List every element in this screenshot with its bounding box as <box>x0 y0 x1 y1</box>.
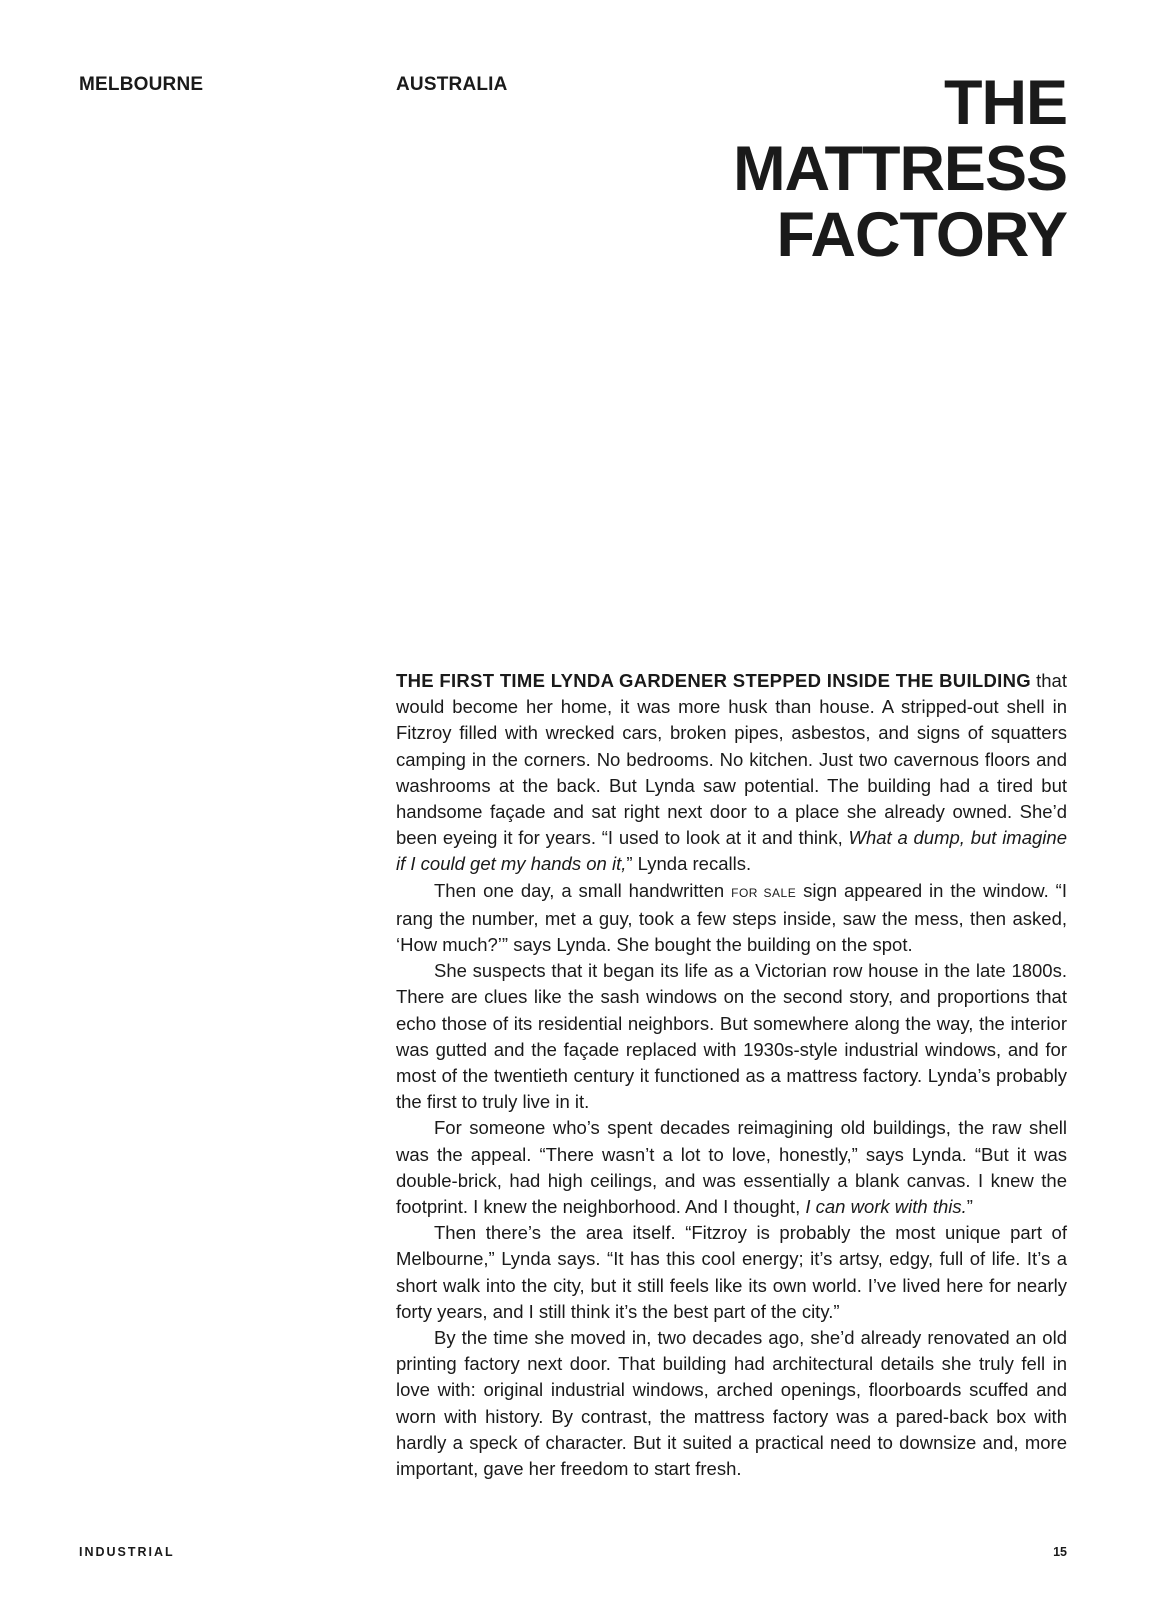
paragraph-2-start: Then one day, a small handwritten <box>434 879 732 901</box>
paragraph-1-end: ” Lynda recalls. <box>626 853 752 875</box>
article-title <box>733 70 1067 268</box>
lead-in: THE FIRST TIME LYNDA GARDENER STEPPED INSIDE THE BUILDING <box>396 670 1031 691</box>
paragraph-4-italic: I can work with this. <box>805 1196 967 1218</box>
article-body <box>396 668 1067 1482</box>
footer-section-label: INDUSTRIAL <box>79 1545 175 1559</box>
title-line-3: FACTORY <box>776 200 1067 270</box>
title-line-1: THE <box>944 68 1067 138</box>
paragraph-1-italic: What a dump, but imagine if I could get my hands on it, <box>396 827 1067 875</box>
page-number: 15 <box>1053 1545 1067 1559</box>
paragraph-1 <box>396 668 1067 878</box>
paragraph-2-smallcaps: FOR SALE <box>731 885 797 900</box>
paragraph-4-end: ” <box>966 1196 973 1218</box>
paragraph-5: Then there’s the area itself. “Fitzroy is probably the most unique part of Melbourne,” Lynda says. “It has this cool energy; it’s artsy, edgy, full of life. It’s a short walk into the city, but it still feels like its own world. I’ve lived here for nearly forty years, and I still think it’s the best part of the city.” <box>396 1222 1067 1322</box>
kicker-country: AUSTRALIA <box>396 74 508 95</box>
kicker-city: MELBOURNE <box>79 74 204 95</box>
paragraph-2-end: sign appeared in the window. “I rang the number, met a guy, took a few steps inside, saw the mess, then asked, ‘How much?’” says Lynda. She bought the building on the spot. <box>396 879 1067 956</box>
paragraph-1-text: that would become her home, it was more husk than house. A stripped-out shell in Fitzroy filled with wrecked cars, broken pipes, asbestos, and signs of squatters camping in the corners. No bedrooms. No kitchen. Just two cavernous floors and washrooms at the back. But Lynda saw potential. The building had a tired but handsome façade and sat right next door to a place she already owned. She’d been eyeing it for years. “I used to look at it and think, <box>396 670 1067 849</box>
paragraph-3: She suspects that it began its life as a Victorian row house in the late 1800s. There are clues like the sash windows on the second story, and proportions that echo those of its residential neighbors. But somewhere along the way, the interior was gutted and the façade replaced with 1930s-style industrial windows, and for most of the twentieth century it functioned as a mattress factory. Lynda’s probably the first to truly live in it. <box>396 960 1067 1113</box>
paragraph-2 <box>396 878 1067 959</box>
paragraph-4 <box>396 1115 1067 1220</box>
paragraph-6: By the time she moved in, two decades ago, she’d already renovated an old printing factory next door. That building had architectural details she truly fell in love with: original industrial windows, arched openings, floorboards scuffed and worn with history. By contrast, the mattress factory was a pared-back box with hardly a speck of character. But it suited a practical need to downsize and, more important, gave her freedom to start fresh. <box>396 1327 1067 1480</box>
paragraph-4-start: For someone who’s spent decades reimagining old buildings, the raw shell was the appeal. “There wasn’t a lot to love, honestly,” says Lynda. “But it was double-brick, had high ceilings, and was essentially a blank canvas. I knew the footprint. I knew the neighborhood. And I thought, <box>396 1117 1067 1218</box>
title-line-2: MATTRESS <box>733 134 1067 204</box>
